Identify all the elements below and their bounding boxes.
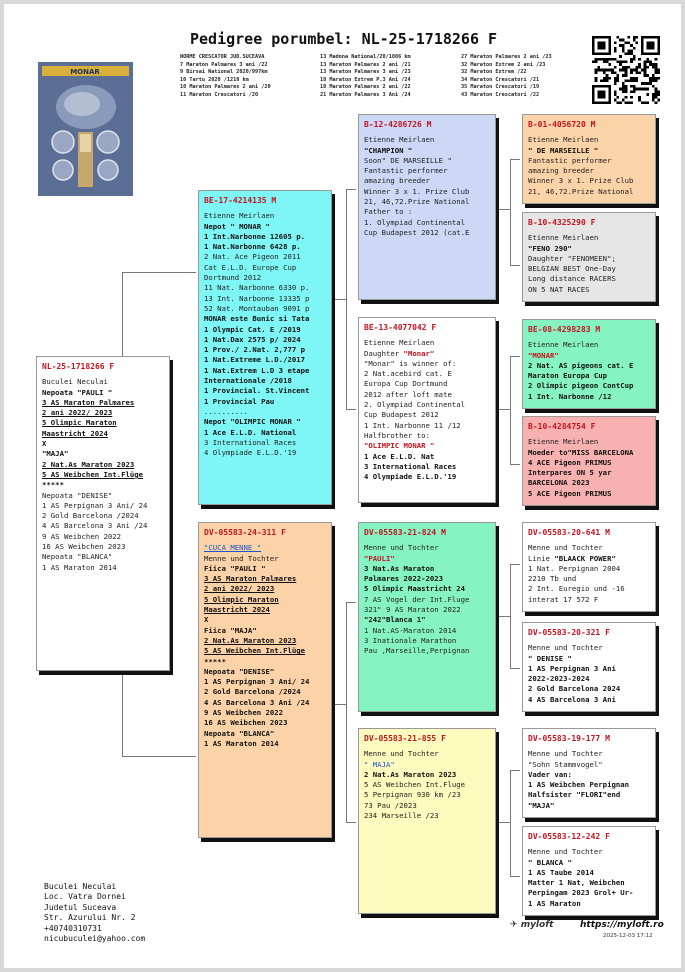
card-dss[interactable] bbox=[522, 522, 656, 612]
card-line: Internationale /2018 bbox=[204, 376, 292, 386]
list-line: 18 Maraton Extrem P.3 Ani /24 bbox=[320, 76, 411, 83]
ring-number: DV-05583-12-242 F bbox=[528, 832, 610, 841]
ring-number: B-10-4284754 F bbox=[528, 422, 596, 431]
card-line: Menne und Tochter bbox=[528, 543, 603, 553]
card-line: Halfsister "FLORI"end bbox=[528, 790, 621, 800]
card-line: 2 Gold Barcelona /2024 bbox=[42, 511, 139, 521]
card-line: Cat E.L.D. Europe Cup bbox=[204, 262, 297, 272]
list-line: 13 Maraton Palmares 2 ani /21 bbox=[320, 61, 411, 68]
card-line: 2 Gold Barcelona 2024 bbox=[528, 684, 621, 694]
connector bbox=[498, 209, 510, 210]
list-line: 10 Tartu 2020 /1210 km bbox=[180, 76, 249, 83]
list-line: 32 Maraton Extrem 2 ani /23 bbox=[461, 61, 546, 68]
card-line: Perpingam 2023 Grol+ Ur- bbox=[528, 888, 634, 898]
card-line: 5 AS Weibchen Int.Flüge bbox=[42, 469, 144, 479]
card-line: " DENISE " bbox=[528, 653, 572, 663]
card-line: BARCELONA 2023 bbox=[528, 478, 590, 488]
card-line: 234 Marseille /23 bbox=[364, 811, 439, 821]
card-line: Cup Budapest 2012 (cat.E bbox=[364, 227, 470, 237]
card-line: Buculei Neculai bbox=[42, 377, 108, 387]
card-line: Menne und Tochter bbox=[204, 553, 279, 563]
card-line: "FENO 290" bbox=[528, 243, 572, 253]
card-line: Maastricht 2024 bbox=[42, 428, 108, 438]
card-line: Nepoata "DENISE" bbox=[42, 490, 113, 500]
card-line: interat 17 572 F bbox=[528, 594, 599, 604]
card-line: 1 Nat. Perpignan 2004 bbox=[528, 563, 621, 573]
website-link[interactable]: https://myloft.ro bbox=[580, 920, 664, 930]
card-sire-dam[interactable] bbox=[358, 317, 496, 503]
connector bbox=[510, 159, 511, 265]
card-line: "Sohn Stammvogel" bbox=[528, 759, 603, 769]
card-line: 2 Nat.As Maraton 2023 bbox=[42, 459, 135, 469]
connector bbox=[346, 189, 356, 190]
card-line: 2 Olimpic pigeon ContCup bbox=[528, 381, 634, 391]
card-line: Nepoata "PAULI " bbox=[42, 387, 113, 397]
card-line: 1 Provincial. St.Vincent bbox=[204, 386, 310, 396]
card-line: 11 Nat. Narbonne 6330 p. bbox=[204, 283, 310, 293]
list-line: 11 Maraton Crescatori /20 bbox=[180, 91, 259, 98]
card-line: Winner 3 x 1. Prize Club bbox=[528, 176, 634, 186]
connector bbox=[334, 299, 346, 300]
card-line: 5 AS Weibchen Int.Fluge bbox=[364, 780, 466, 790]
ring-number: NL-25-1718266 F bbox=[42, 362, 115, 371]
card-line: 4 AS Barcelona 3 Ani bbox=[528, 694, 616, 704]
ring-number: DV-05583-20-321 F bbox=[528, 628, 610, 637]
ring-number: DV-05583-20-641 M bbox=[528, 528, 610, 537]
card-line: Fantastic performer bbox=[364, 166, 448, 176]
card-line: 1 Int. Narbonne 11 /12 bbox=[364, 420, 461, 430]
results-col-1 bbox=[180, 54, 271, 100]
card-line: 2 Nat.As Maraton 2023 bbox=[204, 635, 297, 645]
card-line: Fiica "PAULI " bbox=[204, 563, 266, 573]
card-line: Long distance RACERS bbox=[528, 274, 616, 284]
card-line: Europa Cup Dortmund bbox=[364, 379, 448, 389]
list-line: nicubuculei@yahoo.com bbox=[44, 934, 146, 944]
card-line: 1 Nat.Dax 2575 p/ 2024 bbox=[204, 334, 301, 344]
pigeon-photo bbox=[38, 62, 133, 196]
card-line: " DE MARSEILLE " bbox=[528, 145, 599, 155]
list-line: 10 Maraton Palmares 2 ani /20 bbox=[180, 84, 271, 91]
card-line: Daughter "FENOMEEN"; bbox=[528, 253, 616, 263]
card-line: 7 AS Vogel der Int.Fluge bbox=[364, 594, 470, 604]
card-line: 2 Gold Barcelona /2024 bbox=[204, 687, 301, 697]
list-line: 18 Maraton Palmares 2 ani /22 bbox=[320, 84, 411, 91]
card-line: Nepot "OLIMPIC MONAR " bbox=[204, 417, 301, 427]
card-line: 2 Nat.As Maraton 2023 bbox=[364, 769, 457, 779]
photo-label: MONAR bbox=[70, 68, 100, 76]
card-line: " BLANCA " bbox=[528, 857, 572, 867]
card-line: "OLIMPIC MONAR " bbox=[364, 441, 435, 451]
card-line: 1 AS Maraton bbox=[528, 898, 581, 908]
card-line: Etienne Meirlaen bbox=[528, 340, 599, 350]
card-line: 1 AS Perpignan 3 Ani/ 24 bbox=[42, 500, 148, 510]
card-line: "CHAMPION " bbox=[364, 145, 413, 155]
card-line: 3 AS Maraton Palmares bbox=[204, 574, 297, 584]
card-line: "242"Blanca 1" bbox=[364, 615, 426, 625]
card-line: X bbox=[42, 439, 47, 449]
card-subject[interactable] bbox=[36, 356, 170, 671]
card-line: 321" 9 AS Maraton 2022 bbox=[364, 605, 461, 615]
list-line: 13 Maraton Palmares 3 ani /23 bbox=[320, 69, 411, 76]
pedigree-page bbox=[4, 4, 681, 968]
ring-number: B-01-4056720 M bbox=[528, 120, 596, 129]
owner-address bbox=[44, 882, 145, 944]
qr-code bbox=[592, 36, 660, 104]
card-line: amazing breeder bbox=[528, 166, 594, 176]
card-line: 5 Perpignan 930 km /23 bbox=[364, 790, 461, 800]
list-line: Buculei Neculai bbox=[44, 882, 117, 891]
card-line: 3 AS Maraton Palmares bbox=[42, 397, 135, 407]
card-line: Etienne Meirlaen bbox=[528, 135, 599, 145]
card-line: Menne und Tochter bbox=[528, 847, 603, 857]
results-col-2 bbox=[320, 54, 411, 100]
card-line: 5 AS Weibchen Int.Flüge bbox=[204, 646, 306, 656]
card-line: 4 Olympiade E.L.D.'19 bbox=[204, 448, 297, 458]
card-dsd[interactable] bbox=[522, 622, 656, 712]
card-line: 1 AS Maraton 2014 bbox=[204, 738, 279, 748]
card-line: Cup Budapest 2012 bbox=[364, 410, 439, 420]
ring-number: DV-05583-21-855 F bbox=[364, 734, 446, 743]
card-line: Interpares ON 5 yar bbox=[528, 468, 612, 478]
card-line: ***** bbox=[204, 656, 226, 666]
card-line: "PAULI" bbox=[364, 553, 395, 563]
card-line: 1 Prov./ 2.Nat. 2,777 p bbox=[204, 345, 306, 355]
list-line: Judetul Suceava bbox=[44, 902, 117, 912]
list-line: 43 Maraton Crescatori /22 bbox=[461, 91, 540, 98]
list-line: 35 Maraton Crescatori /19 bbox=[461, 84, 540, 91]
card-line: 13 Int. Narbonne 13335 p bbox=[204, 293, 310, 303]
ring-number: BE-08-4298283 M bbox=[528, 325, 601, 334]
list-line: 34 Maraton Crescatori /21 bbox=[461, 76, 540, 83]
connector bbox=[510, 876, 520, 877]
card-line: "CUCA MENNE " bbox=[204, 543, 262, 553]
card-line: 52 Nat. Montauban 9091 p bbox=[204, 303, 310, 313]
card-line: 1 AS Taube 2014 bbox=[528, 867, 594, 877]
connector bbox=[510, 464, 520, 465]
card-line: 16 AS Weibchen 2023 bbox=[42, 542, 126, 552]
card-line: 2022-2023-2024 bbox=[528, 674, 590, 684]
ring-number: BE-13-4077042 F bbox=[364, 323, 437, 332]
card-line: "MAJA" bbox=[528, 800, 555, 810]
card-line: Soon" DE MARSEILLE " bbox=[364, 155, 452, 165]
card-line: 73 Pau /2023 bbox=[364, 800, 417, 810]
card-line: "Monar" is winner of: bbox=[364, 358, 457, 368]
card-line: Etienne Meirlaen bbox=[528, 233, 599, 243]
ring-number: DV-05583-24-311 F bbox=[204, 528, 286, 537]
ring-number: BE-17-4214135 M bbox=[204, 196, 277, 205]
card-line: 3 Inationale Marathon bbox=[364, 635, 457, 645]
card-line: .......... bbox=[204, 406, 248, 416]
card-ddd[interactable] bbox=[522, 826, 656, 916]
card-line: Nepoata "BLANCA" bbox=[42, 552, 113, 562]
card-line: 3 Nat.As Maraton bbox=[364, 563, 435, 573]
card-dds[interactable] bbox=[522, 728, 656, 818]
card-line: Fantastic performer bbox=[528, 155, 612, 165]
card-line: 21, 46,72.Prize National bbox=[528, 186, 634, 196]
card-line: 2012 after loft mate bbox=[364, 389, 452, 399]
logo-text: myloft bbox=[520, 920, 554, 930]
card-sds[interactable] bbox=[522, 319, 656, 409]
connector bbox=[346, 602, 347, 822]
card-line: 2210 Tb und bbox=[528, 574, 577, 584]
card-line: Maastricht 2024 bbox=[204, 605, 270, 615]
card-dam[interactable] bbox=[198, 522, 332, 838]
ring-number: DV-05583-21-824 M bbox=[364, 528, 446, 537]
card-line: 4 Olympiade E.L.D.'19 bbox=[364, 472, 457, 482]
list-line: Str. Azurului Nr. 2 bbox=[44, 913, 136, 923]
list-line: 13 Madona National/20/1086 km bbox=[320, 54, 411, 60]
card-dam-dam[interactable] bbox=[358, 728, 496, 914]
card-line: 3 International Races bbox=[364, 461, 457, 471]
connector bbox=[510, 159, 520, 160]
card-line: Daughter "Monar" bbox=[364, 348, 435, 358]
card-line: Father to : bbox=[364, 207, 413, 217]
card-ssd[interactable] bbox=[522, 212, 656, 302]
card-line: 1 Nat.Extrem L.D 3 etape bbox=[204, 365, 310, 375]
connector bbox=[510, 265, 520, 266]
logo-icon: ✈ bbox=[510, 920, 518, 930]
card-line: 9 AS Weibchen 2022 bbox=[204, 708, 284, 718]
card-line: 1 Nat.Extreme L.D./2017 bbox=[204, 355, 306, 365]
card-line: Palmares 2022-2023 bbox=[364, 574, 444, 584]
card-line: ON 5 NAT RACES bbox=[528, 284, 590, 294]
card-sire-sire[interactable] bbox=[358, 114, 496, 300]
connector bbox=[346, 822, 356, 823]
card-line: Menne und Tochter bbox=[528, 749, 603, 759]
card-line: 1 Provincial Pau bbox=[204, 396, 275, 406]
ring-number: DV-05583-19-177 M bbox=[528, 734, 610, 743]
card-line: 2 Nat. AS pigeons cat. E bbox=[528, 360, 634, 370]
results-col-3 bbox=[461, 54, 552, 100]
list-line: 7 Maraton Palmares 3 ani /22 bbox=[180, 61, 268, 68]
card-line: 1 AS Weibchen Perpignan bbox=[528, 780, 630, 790]
card-line: 3 International Races bbox=[204, 437, 297, 447]
connector bbox=[510, 770, 520, 771]
card-line: Menne und Tochter bbox=[364, 543, 439, 553]
card-line: MONAR este Bunic si Tata bbox=[204, 314, 310, 324]
card-line: Halfbrother to: bbox=[364, 430, 430, 440]
card-line: "MONAR" bbox=[528, 350, 559, 360]
card-sdd[interactable] bbox=[522, 416, 656, 506]
card-line: Nepoata "BLANCA" bbox=[204, 728, 275, 738]
card-line: 9 AS Weibchen 2022 bbox=[42, 531, 122, 541]
myloft-logo bbox=[510, 920, 553, 930]
card-line: 2 ani 2022/ 2023 bbox=[42, 408, 113, 418]
card-line: " MAJA" bbox=[364, 759, 395, 769]
card-line: amazing breeder bbox=[364, 176, 430, 186]
card-dam-sire[interactable] bbox=[358, 522, 496, 712]
card-line: 4 AS Barcelona 3 Ani /24 bbox=[204, 697, 310, 707]
card-line: Matter 1 Nat, Weibchen bbox=[528, 878, 625, 888]
card-line: Etienne Meirlaen bbox=[364, 135, 435, 145]
card-line: X bbox=[204, 615, 209, 625]
card-line: 1 Int. Narbonne /12 bbox=[528, 391, 612, 401]
connector bbox=[122, 756, 196, 757]
connector bbox=[122, 272, 196, 273]
card-line: Maraton Europa Cup bbox=[528, 371, 608, 381]
card-line: 1 AS Perpignan 3 Ani/ 24 bbox=[204, 677, 310, 687]
card-line: 2 ani 2022/ 2023 bbox=[204, 584, 275, 594]
card-line: Etienne Meirlaen bbox=[204, 211, 275, 221]
card-line: Vader van: bbox=[528, 769, 572, 779]
card-line: Nepoata "DENISE" bbox=[204, 666, 275, 676]
connector bbox=[510, 668, 520, 669]
card-line: Winner 3 x 1. Prize Club bbox=[364, 186, 470, 196]
list-line: 27 Maraton Palmares 2 ani /23 bbox=[461, 54, 552, 60]
card-line: Nepot " MONAR " bbox=[204, 221, 270, 231]
card-line: 1 Ace E.L.D. Nat bbox=[364, 451, 435, 461]
connector bbox=[510, 356, 511, 464]
card-line: 2 Int. Euregio und -16 bbox=[528, 584, 625, 594]
page-title: Pedigree porumbel: NL-25-1718266 F bbox=[190, 30, 498, 48]
card-line: 1 AS Perpignan 3 Ani bbox=[528, 663, 616, 673]
card-line: BELGIAN BEST One-Day bbox=[528, 264, 616, 274]
card-line: 5 Olimpic Maraton bbox=[42, 418, 117, 428]
connector bbox=[334, 704, 346, 705]
card-line: Dortmund 2012 bbox=[204, 273, 262, 283]
connector bbox=[510, 356, 520, 357]
connector bbox=[498, 822, 510, 823]
card-line: 2 Nat.acebird cat. E bbox=[364, 369, 452, 379]
card-line: Linie "BLAACK POWER" bbox=[528, 553, 616, 563]
card-line: 1. Olympiad Continental bbox=[364, 217, 466, 227]
list-line: NORME CRESCATOR JUD.SUCEAVA bbox=[180, 54, 265, 60]
card-line: 1 Nat.AS-Maraton 2014 bbox=[364, 625, 457, 635]
card-sire[interactable] bbox=[198, 190, 332, 505]
connector bbox=[346, 602, 356, 603]
card-line: Moeder to"MISS BARCELONA bbox=[528, 447, 634, 457]
card-line: 1 AS Maraton 2014 bbox=[42, 562, 117, 572]
card-line: 4 ACE Pigeon PRIMUS bbox=[528, 457, 612, 467]
card-line: "MAJA" bbox=[42, 449, 69, 459]
card-line: Fiica "MAJA" bbox=[204, 625, 257, 635]
card-line: 1 Nat.Narbonne 6428 p. bbox=[204, 242, 301, 252]
card-line: 21, 46,72.Prize National bbox=[364, 197, 470, 207]
card-line: Pau ,Marseille,Perpignan bbox=[364, 646, 470, 656]
list-line: 9 Birsai National 2020/997km bbox=[180, 69, 268, 76]
connector bbox=[346, 189, 347, 409]
list-line: Loc. Vatra Dornei bbox=[44, 892, 126, 902]
list-line: +40740310731 bbox=[44, 923, 102, 933]
card-line: Etienne Meirlaen bbox=[528, 437, 599, 447]
list-line: 21 Maraton Palmares 3 Ani /24 bbox=[320, 91, 411, 98]
list-line: 32 Maraton Extrem /22 bbox=[461, 69, 527, 76]
card-line: ***** bbox=[42, 480, 64, 490]
card-line: 2 Nat. Ace Pigeon 2011 bbox=[204, 252, 301, 262]
card-line: 5 Olimpic Maraton bbox=[204, 594, 279, 604]
print-date: 2025-12-03 17:12 bbox=[603, 933, 653, 939]
card-line: 5 Olimpic Maastricht 24 bbox=[364, 584, 466, 594]
connector bbox=[510, 770, 511, 876]
ring-number: B-12-4286726 M bbox=[364, 120, 432, 129]
connector bbox=[510, 564, 511, 668]
card-line: 1 Ace E.L.D. National bbox=[204, 427, 297, 437]
connector bbox=[498, 409, 510, 410]
ring-number: B-10-4325290 F bbox=[528, 218, 596, 227]
card-line: 1 Int.Narbonne 12605 p. bbox=[204, 231, 306, 241]
card-line: 4 AS Barcelona 3 Ani /24 bbox=[42, 521, 148, 531]
card-line: 1 Olympic Cat. E /2019 bbox=[204, 324, 301, 334]
card-line: 5 ACE Pigeon PRIMUS bbox=[528, 488, 612, 498]
card-line: 2. Olympiad Continental bbox=[364, 400, 466, 410]
card-sss[interactable] bbox=[522, 114, 656, 204]
connector bbox=[498, 616, 510, 617]
connector bbox=[510, 564, 520, 565]
card-line: Menne und Tochter bbox=[528, 643, 603, 653]
connector bbox=[346, 409, 356, 410]
card-line: Menne und Tochter bbox=[364, 749, 439, 759]
card-line: 16 AS Weibchen 2023 bbox=[204, 718, 288, 728]
card-line: Etienne Meirlaen bbox=[364, 338, 435, 348]
